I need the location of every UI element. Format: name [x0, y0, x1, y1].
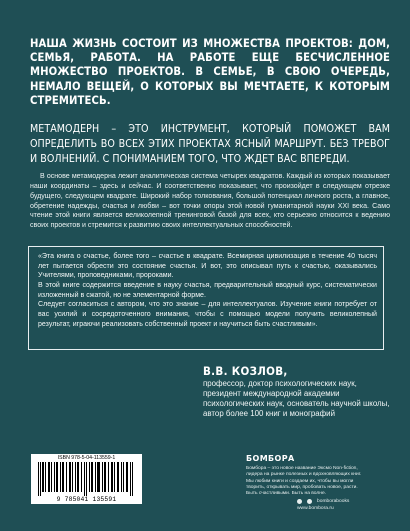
headline: НАША ЖИЗНЬ СОСТОИТ ИЗ МНОЖЕСТВА ПРОЕКТОВ: ДОМ, СЕМЬЯ, РАБОТА. НА РАБОТЕ ЕЩЕ БЕСЧИСЛЕННОЕ МНОЖЕСТВО ПРОЕКТОВ. В СЕМЬЕ, В СВОЮ ОЧЕРЕДЬ, НЕМАЛО ВЕЩЕЙ, О КОТОРЫХ ВЫ МЕЧТАЕТЕ, К КОТОРЫМ СТРЕМИТЕСЬ.: [30, 37, 390, 107]
barcode-bars: [36, 462, 137, 496]
publisher-logo: БОМБОРА: [246, 454, 295, 463]
barcode-digits: 9 785041 135591: [56, 496, 117, 503]
publisher-website: www.bombora.ru: [297, 506, 334, 511]
author-bio: профессор, доктор психологических наук, президент международной академии психологических наук, основатель научной школы, автор более 100 книг и монографий: [203, 379, 390, 418]
isbn-text: ISBN 978-5-04-113559-1: [57, 455, 116, 461]
vk-icon: [297, 499, 302, 504]
quote-box: [28, 246, 384, 350]
subheadline: МЕТАМОДЕРН – ЭТО ИНСТРУМЕНТ, КОТОРЫЙ ПОМОЖЕТ ВАМ ОПРЕДЕЛИТЬ ВО ВСЕХ ЭТИХ ПРОЕКТАХ ЯСНЫЙ МАРШРУТ. БЕЗ ТРЕВОГ И ВОЛНЕНИЙ. С ПОНИМАНИЕМ ТОГО, ЧТО ЖДЕТ ВАС ВПЕРЕДИ.: [30, 123, 390, 166]
social-links: [297, 499, 387, 504]
quote-paragraph-2: В этой книге содержится введение в науку счастья, предварительный вводный курс, систематически изложенный в сжатой, но не элементарной форме.: [38, 281, 377, 299]
instagram-icon: [307, 499, 312, 504]
publisher-description: Бомбора – это новое название Эксмо Non-fiction, лидера на рынке полезных и вдохновляющих книг. Мы любим книги и создаем их, чтобы вы могли творить, открывать мир, пробовать новое, расти. Быть счастливыми. Быть на волне.: [246, 466, 362, 496]
barcode: [31, 454, 142, 504]
quote-paragraph-1: «Эта книга о счастье, более того – счастье в квадрате. Всемирная цивилизация в течение 40 тысяч лет пытается обрести это состояние счастья. И вот, это описывал путь к счастью, оказывались Учителями, проповедниками, пророками.: [38, 253, 377, 280]
quote-paragraph-3: Следует согласиться с автором, что это знание – для интеллектуалов. Изучение книги потребует от вас усилий и сосредоточенного внимания, чтобы с помощью модели получить великолепный результат, играючи реализовать собственный проект и научиться быть счастливым».: [38, 301, 377, 328]
description-paragraph: В основе метамодерна лежит аналитическая система четырех квадратов. Каждый из которых показывает наши координаты – здесь и сейчас. И соответственно показывает, что произойдет в следующем отрезке будущего, следующем квадрате. Широкий набор толкования, большой потенциал личного роста, а главное, обретение надежды, счастья и любви – вот точки опоры этой новой гуманитарной науки XXI века. Само чтение этой книги является великолепной тренинговой базой для всех, кто серьезно относится к ведению своих проектов и стремится к развитию своих интеллектуальных способностей.: [30, 173, 390, 230]
social-handle: bomborabooks: [317, 499, 350, 504]
author-name: В.В. КОЗЛОВ,: [203, 364, 288, 378]
